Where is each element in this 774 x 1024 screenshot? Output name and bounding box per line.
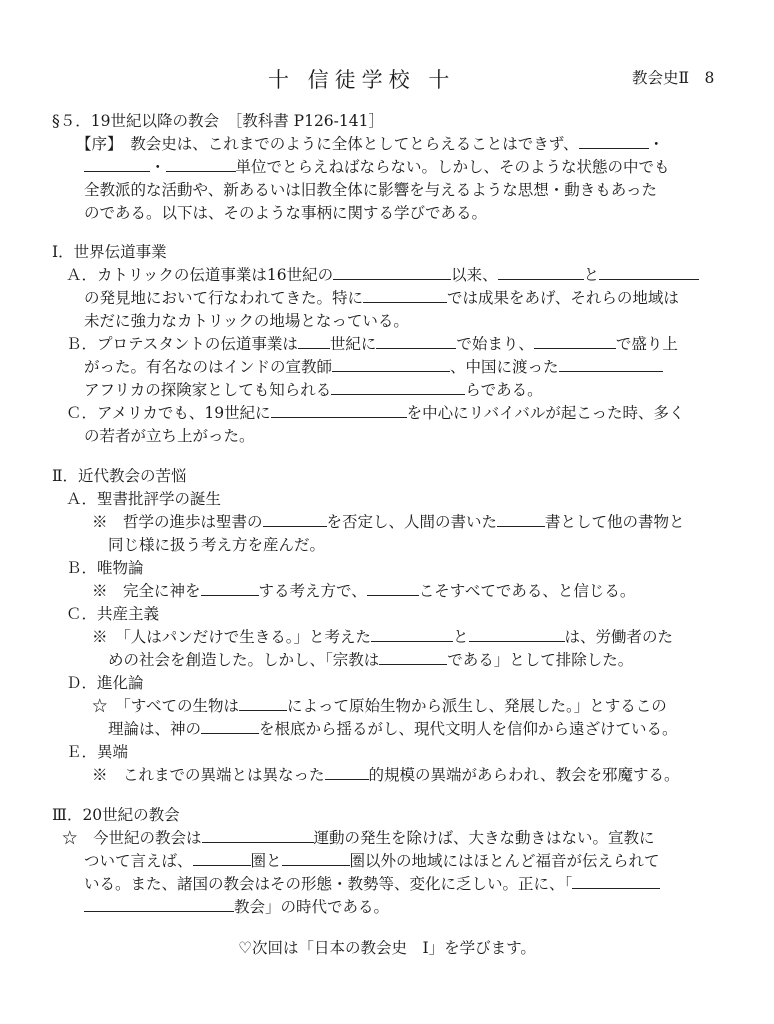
blank — [599, 265, 699, 280]
blank — [367, 581, 419, 596]
blank — [376, 334, 456, 349]
part1-b-line-1: Ｂ．プロテスタントの伝道事業は 世紀に で始まり、 で盛り上 — [66, 335, 678, 353]
part3-heading: Ⅲ．20世紀の教会 — [52, 806, 180, 824]
blank — [559, 357, 663, 372]
part3-line-1: ☆ 今世紀の教会は 運動の発生を除けば、大きな動きはない。宣教に — [62, 829, 655, 847]
blank — [579, 134, 649, 149]
part2-c-heading: Ｃ．共産主義 — [66, 605, 160, 623]
part2-heading: Ⅱ．近代教会の苦悩 — [52, 467, 187, 485]
intro-line-2: ・ 単位でとらえねばならない。しかし、そのような状態の中でも — [84, 157, 670, 177]
part2-d-line-1: ☆ 「すべての生物は によって原始生物から派生し、発展した。」とするこの — [92, 697, 667, 715]
intro-line-1: 【序】 教会史は、これまでのように全体としてとらえることはできず、 ・ — [76, 135, 665, 153]
part3-line-4: 教会」の時代である。 — [84, 897, 389, 917]
intro-line-3: 全教派的な活動や、新あるいは旧教全体に影響を与えるような思想・動きもあった — [84, 181, 658, 199]
blank — [498, 265, 584, 280]
blank — [201, 581, 259, 596]
blank — [331, 380, 465, 395]
blank — [497, 512, 545, 527]
part1-b-line-3: アフリカの探険家としても知られる らである。 — [84, 381, 543, 399]
course-reference: 教会史Ⅱ 8 — [632, 69, 715, 87]
blank — [202, 828, 314, 843]
blank — [469, 627, 565, 642]
part2-d-line-2: 理論は、神の を根底から揺るがし、現代文明人を信仰から遠ざけている。 — [108, 720, 678, 738]
blank — [201, 719, 259, 734]
section-heading: §５．19世紀以降の教会 ［教科書 P126-141］ — [52, 112, 384, 130]
part3-line-3: いる。また、諸国の教会はその形態・教勢等、変化に乏しい。正に、「 — [84, 874, 660, 894]
blank — [325, 765, 369, 780]
blank — [84, 897, 234, 912]
part1-c-line-2: の若者が立ち上がった。 — [84, 427, 255, 445]
part1-b-line-2: がった。有名なのはインドの宣教師 、中国に渡った — [84, 357, 663, 377]
next-lesson-note: ♡次回は「日本の教会史 Ⅰ」を学びます。 — [238, 939, 536, 957]
part2-a-heading: Ａ．聖書批評学の誕生 — [66, 490, 222, 508]
part2-a-line-2: 同じ様に扱う考え方を産んだ。 — [108, 536, 326, 554]
part3-line-2: ついて言えば、 圏と 圏以外の地域にはほとんど福音が伝えられて — [84, 852, 660, 870]
part1-heading: Ⅰ．世界伝道事業 — [52, 243, 167, 261]
blank — [193, 851, 251, 866]
part2-c-line-2: めの社会を創造した。しかし、「宗教は である」として排除した。 — [108, 651, 634, 669]
part1-a-line-2: の発見地において行なわれてきた。特に では成果をあげ、それらの地域は — [84, 289, 679, 307]
blank — [572, 874, 660, 889]
blank — [379, 650, 447, 665]
blank — [333, 265, 451, 280]
part2-d-heading: Ｄ．進化論 — [66, 674, 144, 692]
blank — [534, 334, 616, 349]
part1-c-line-1: Ｃ．アメリカでも、19世紀に を中心にリバイバルが起こった時、多く — [66, 404, 685, 422]
blank — [239, 696, 287, 711]
blank — [271, 403, 407, 418]
intro-line-4: のである。以下は、そのような事柄に関する学びである。 — [84, 204, 488, 222]
blank — [282, 851, 350, 866]
part2-a-line-1: ※ 哲学の進歩は聖書の を否定し、人間の書いた 書として他の書物と — [92, 513, 685, 531]
part2-b-heading: Ｂ．唯物論 — [66, 559, 144, 577]
part1-a-line-3: 未だに強力なカトリックの地場となっている。 — [84, 312, 409, 330]
blank — [371, 627, 453, 642]
page-title: 十 信徒学校 十 — [268, 68, 456, 92]
part2-b-line-1: ※ 完全に神を する考え方で、 こそすべてである、と信じる。 — [92, 582, 636, 600]
blank — [332, 357, 450, 372]
blank — [166, 157, 236, 172]
blank — [84, 157, 150, 172]
part2-e-line-1: ※ これまでの異端とは異なった 的規模の異端があらわれ、教会を邪魔する。 — [92, 766, 680, 784]
blank — [263, 512, 327, 527]
part2-c-line-1: ※ 「人はパンだけで生きる。」と考えた と は、労働者のた — [92, 628, 674, 646]
blank — [363, 288, 447, 303]
blank — [298, 334, 330, 349]
part1-a-line-1: Ａ．カトリックの伝道事業は16世紀の 以来、 と — [66, 265, 699, 285]
part2-e-heading: Ｅ．異端 — [66, 743, 129, 761]
